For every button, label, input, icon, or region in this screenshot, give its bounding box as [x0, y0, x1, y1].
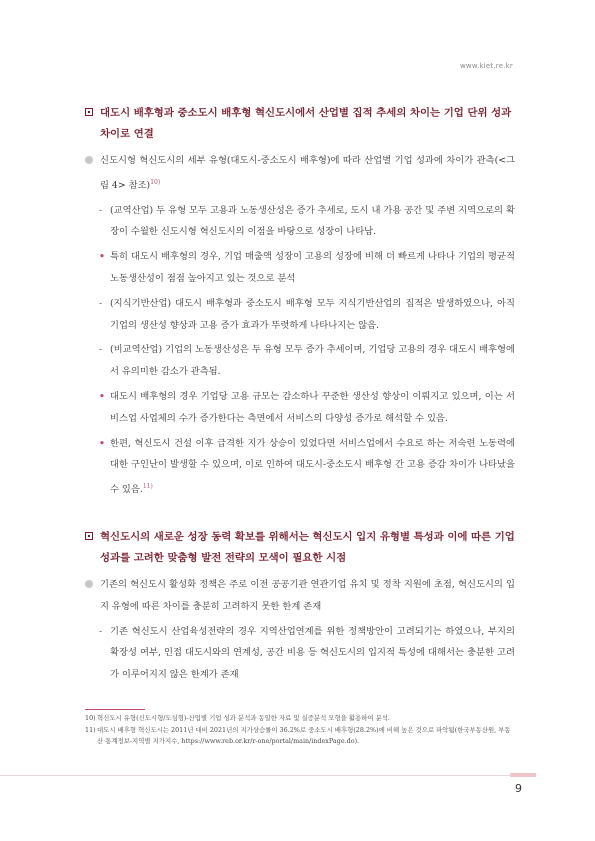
- site-url: www.kiet.re.kr: [459, 62, 513, 70]
- square-bullet-icon: [85, 532, 93, 540]
- footnote-11: 11) 대도시 배후형 혁신도시는 2011년 대비 2021년의 지가상승률이 36.2%로 중소도시 배후형(28.2%)에 비해 높은 것으로 파악됨(한국부동산원, 부동산 통계정보-지역별 지가지수, https://www.reb.or.kr/r-one/portal/main/indexPage.do).: [85, 725, 511, 745]
- footnotes: [85, 713, 515, 748]
- section-2-bullet: 기존의 혁신도시 활성화 정책은 주로 이전 공공기관 연관기업 유치 및 정착 지원에 초점, 혁신도시의 입지 유형에 따른 차이를 충분히 고려하지 못한 한계 존재: [85, 574, 515, 618]
- list-item: - (비교역산업) 기업의 노동생산성은 두 유형 모두 증가 추세이며, 기업당 고용의 경우 대도시 배후형에서 유의미한 감소가 관측됨.: [85, 339, 515, 383]
- list-item: • 대도시 배후형의 경우 기업당 고용 규모는 감소하나 꾸준한 생산성 향상이 이뤄지고 있으며, 이는 서비스업 사업체의 수가 증가한다는 측면에서 서비스의 다양성 증가로 해석할 수 있음.: [85, 386, 515, 430]
- section-2-heading: 혁신도시의 새로운 성장 동력 확보를 위해서는 혁신도시 입지 유형별 특성과 이에 따른 기업 성과를 고려한 맞춤형 발전 전략의 모색이 필요한 시점: [85, 527, 515, 569]
- list-item: - (교역산업) 두 유형 모두 고용과 노동생산성은 증가 추세로, 도시 내 가용 공간 및 주변 지역으로의 확장이 수월한 신도시형 혁신도시의 이점을 바탕으로 성장이 나타남.: [85, 200, 515, 244]
- section-1: [85, 103, 515, 501]
- dot-marker: •: [99, 251, 105, 263]
- dash-marker: -: [99, 204, 103, 216]
- dot-marker: •: [99, 437, 105, 449]
- dash-marker: -: [99, 297, 103, 309]
- footnote-ref: 10): [150, 178, 161, 186]
- footnote-divider: [85, 709, 145, 710]
- circle-bullet-icon: [85, 580, 93, 588]
- page-number: 9: [515, 782, 522, 795]
- footer-accent: [510, 773, 536, 777]
- footnote-ref: 11): [142, 483, 153, 491]
- list-item: - 기존 혁신도시 산업육성전략의 경우 지역산업연계를 위한 정책방안이 고려되기는 하였으나, 부지의 확장성 여부, 인접 대도시와의 연계성, 공간 비용 등 혁신도시의 입지적 특성에 대해서는 충분한 고려가 이루어지지 않은 한계가 존재: [85, 621, 515, 686]
- footer-divider: [0, 775, 510, 776]
- dash-marker: -: [99, 344, 103, 356]
- dot-marker: •: [99, 390, 105, 402]
- list-item: • 한편, 혁신도시 건설 이후 급격한 지가 상승이 있었다면 서비스업에서 수요로 하는 저숙련 노동력에 대한 구인난이 발생할 수 있으며, 이로 인하여 대도시-중소도시 배후형 간 고용 증감 차이가 나타났을 수 있음.$^{11)}$: [85, 433, 515, 501]
- section-1-bullet: 신도시형 혁신도시의 세부 유형(대도시-중소도시 배후형)에 따라 산업별 기업 성과에 차이가 관측(<그림 4> 참조)$^{10)}$: [85, 150, 515, 197]
- section-1-heading: 대도시 배후형과 중소도시 배후형 혁신도시에서 산업별 집적 추세의 차이는 기업 단위 성과 차이로 연결: [85, 103, 515, 145]
- dash-marker: -: [99, 625, 103, 637]
- square-bullet-icon: [85, 108, 93, 116]
- circle-bullet-icon: [85, 156, 93, 164]
- list-item: • 특히 대도시 배후형의 경우, 기업 매출액 성장이 고용의 성장에 비해 더 빠르게 나타나 기업의 평균적 노동생산성이 점점 높아지고 있는 것으로 분석: [85, 246, 515, 290]
- section-2: [85, 527, 515, 686]
- footnote-10: 10) 혁신도시 유형(신도시형/도심형)-산업별 기업 성과 분석과 동일한 자료 및 실증분석 모형을 활용하여 분석.: [85, 714, 390, 722]
- list-item: - (지식기반산업) 대도시 배후형과 중소도시 배후형 모두 지식기반산업의 집적은 발생하였으나, 아직 기업의 생산성 향상과 고용 증가 효과가 뚜렷하게 나타나지는 않음.: [85, 293, 515, 337]
